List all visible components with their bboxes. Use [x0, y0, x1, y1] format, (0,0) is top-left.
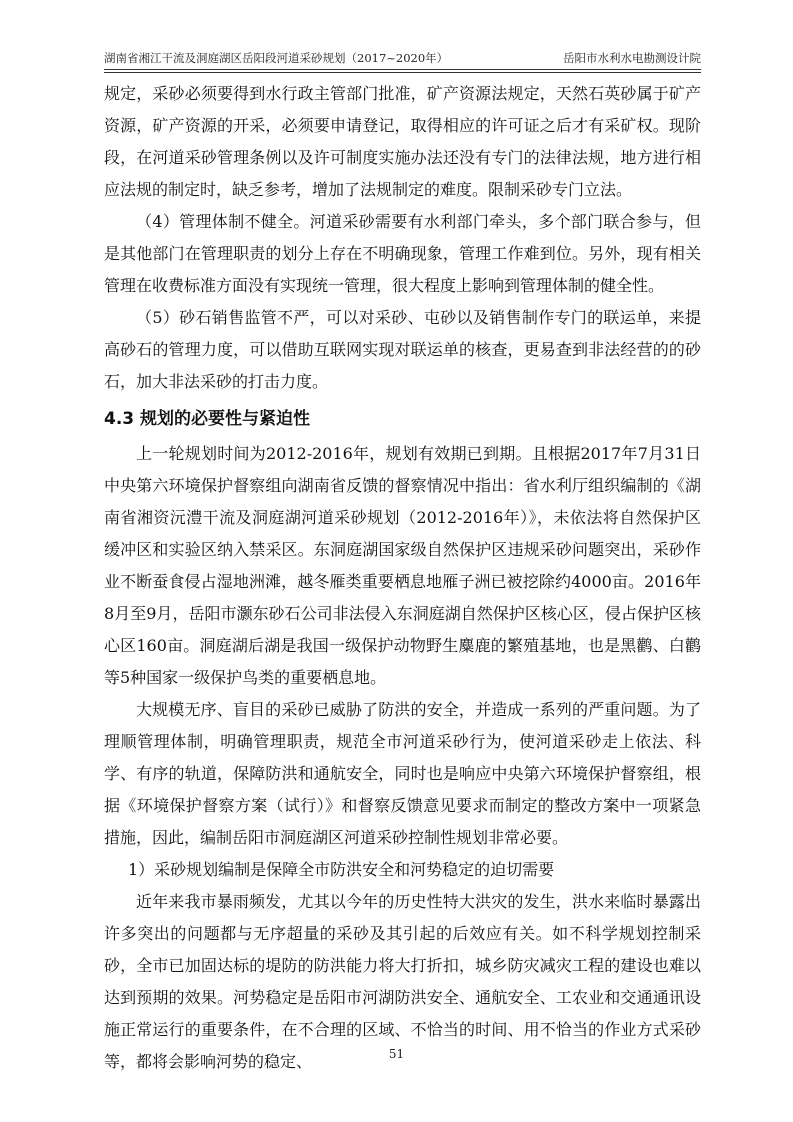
page-body — [104, 78, 701, 1078]
header-organization: 岳阳市水利水电勘测设计院 — [563, 51, 701, 65]
paragraph-item-4: （4）管理体制不健全。河道采砂需要有水利部门牵头，多个部门联合参与，但是其他部门在管理职责的划分上存在不明确现象，管理工作难到位。另外，现有相关管理在收费标准方面没有实现统一管理，很大程度上影响到管理体制的健全性。 — [104, 212, 701, 295]
page-header — [104, 48, 701, 70]
section-heading: 4.3 规划的必要性与紧迫性 — [104, 409, 311, 429]
paragraph-flood-safety: 近年来我市暴雨频发，尤其以今年的历史性特大洪灾的发生，洪水来临时暴露出许多突出的问题都与无序超量的采砂及其引起的后效应有关。如不科学规划控制采砂，全市已加固达标的堤防的防洪能力将大打折扣，城乡防灾减灾工程的建设也难以达到预期的效果。河势稳定是岳阳市河湖防洪安全、通航安全、工农业和交通通讯设施正常运行的重要条件，在不合理的区域、不恰当的时间、用不恰当的作业方式采砂等，都将会影响河势的稳定、 — [104, 892, 701, 1071]
header-document-title: 湖南省湘江干流及洞庭湖区岳阳段河道采砂规划（2017~2020年） — [104, 51, 449, 65]
page-number: 51 — [388, 1047, 405, 1061]
paragraph-continuation: 规定，采砂必须要得到水行政主管部门批准，矿产资源法规定，天然石英砂属于矿产资源，矿产资源的开采，必须要申请登记，取得相应的许可证之后才有采矿权。现阶段，在河道采砂管理条例以及许可制度实施办法还没有专门的法律法规，地方进行相应法规的制定时，缺乏参考，增加了法规制定的难度。限制采砂专门立法。 — [104, 84, 701, 199]
header-divider — [104, 72, 701, 73]
paragraph-necessity: 大规模无序、盲目的采砂已威胁了防洪的安全，并造成一系列的严重问题。为了理顺管理体制，明确管理职责，规范全市河道采砂行为，使河道采砂走上依法、科学、有序的轨道，保障防洪和通航安全，同时也是响应中央第六环境保护督察组，根据《环境保护督察方案（试行）》和督察反馈意见要求而制定的整改方案中一项紧急措施，因此，编制岳阳市洞庭湖区河道采砂控制性规划非常必要。 — [104, 700, 701, 847]
subheading-flood-safety: 1）采砂规划编制是保障全市防洪安全和河势稳定的迫切需要 — [128, 860, 555, 879]
paragraph-item-5: （5）砂石销售监管不严，可以对采砂、屯砂以及销售制作专门的联运单，来提高砂石的管理力度，可以借助互联网实现对联运单的核查，更易查到非法经营的的砂石，加大非法采砂的打击力度。 — [104, 308, 701, 391]
paragraph-previous-plan: 上一轮规划时间为2012-2016年，规划有效期已到期。且根据2017年7月31日中央第六环境保护督察组向湖南省反馈的督察情况中指出：省水利厅组织编制的《湖南省湘资沅澧干流及洞庭湖河道采砂规划（2012-2016年）》，未依法将自然保护区缓冲区和实验区纳入禁采区。东洞庭湖国家级自然保护区违规采砂问题突出，采砂作业不断蚕食侵占湿地洲滩，越冬雁类重要栖息地雁子洲已被挖除约4000亩。2016年8月至9月，岳阳市灏东砂石公司非法侵入东洞庭湖自然保护区核心区，侵占保护区核心区160亩。洞庭湖后湖是我国一级保护动物野生麋鹿的繁殖基地，也是黑鹳、白鹳等5种国家一级保护鸟类的重要栖息地。 — [104, 444, 701, 687]
